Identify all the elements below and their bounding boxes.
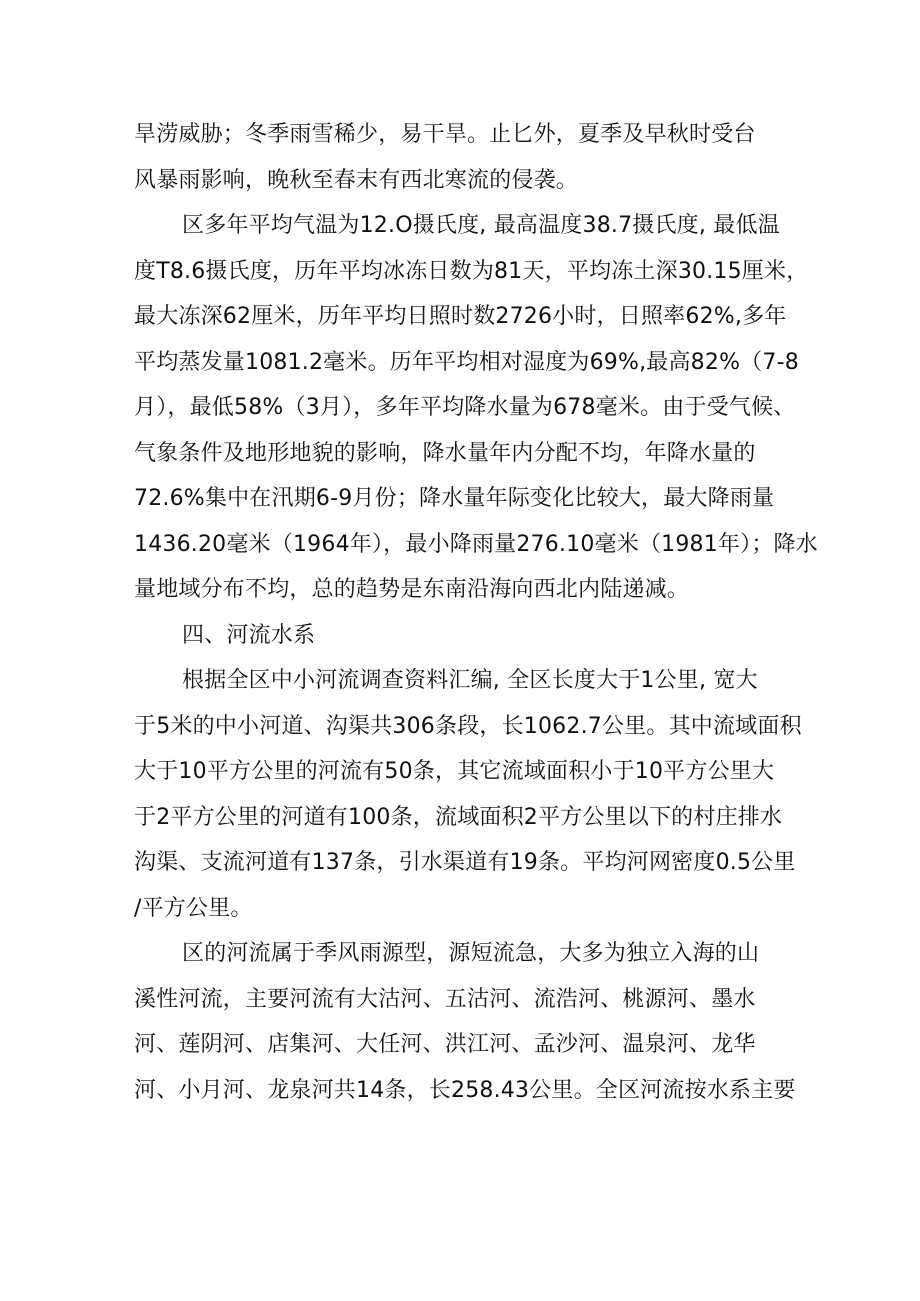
text-line: /平方公里。 — [134, 895, 253, 921]
text-line: 旱涝威胁；冬季雨雪稀少，易干旱。止匕外，夏季及早秋时受台 — [134, 122, 756, 147]
text-line: 月），最低58%（3月），多年平均降水量为678毫米。由于受气候、 — [134, 395, 796, 420]
paragraph-first-line: 区的河流属于季风雨源型，源短流急，大多为独立入海的山 — [182, 941, 760, 966]
text-line: 量地域分布不均，总的趋势是东南沿海向西北内陆递减。 — [134, 577, 690, 602]
text-line: 于2平方公里的河道有100条，流域面积2平方公里以下的村庄排水 — [134, 804, 783, 830]
text-line: 于5米的中小河道、沟渠共306条段，长1062.7公里。其中流域面积 — [134, 713, 802, 739]
paragraph-first-line: 根据全区中小河流调查资料汇编, 全区长度大于1公里, 宽大 — [182, 668, 758, 693]
text-line: 风暴雨影响，晚秋至春末有西北寒流的侵袭。 — [134, 167, 579, 193]
text-line: 度T8.6摄氏度，历年平均冰冻日数为81天，平均冻土深30.15厘米， — [134, 258, 809, 284]
text-line: 气象条件及地形地貌的影响，降水量年内分配不均，年降水量的 — [134, 440, 756, 466]
section-heading: 四、河流水系 — [182, 622, 316, 648]
paragraph-first-line: 区多年平均气温为12.O摄氏度, 最高温度38.7摄氏度, 最低温 — [182, 213, 780, 238]
text-line: 溪性河流，主要河流有大沽河、五沽河、流浩河、桃源河、墨水 — [134, 986, 756, 1012]
text-line: 1436.20毫米（1964年），最小降雨量276.10毫米（1981年）；降水 — [134, 531, 818, 557]
text-line: 72.6%集中在汛期6-9月份；降水量年际变化比较大，最大降雨量 — [134, 486, 775, 511]
document-body — [134, 112, 818, 1113]
text-line: 平均蒸发量1081.2毫米。历年平均相对湿度为69%,最高82%（7-8 — [134, 349, 799, 375]
text-line: 最大冻深62厘米，历年平均日照时数2726小时，日照率62%,多年 — [134, 304, 787, 329]
text-line: 河、小月河、龙泉河共14条，长258.43公里。全区河流按水系主要 — [134, 1077, 796, 1103]
text-line: 大于10平方公里的河流有50条，其它流域面积小于10平方公里大 — [134, 759, 775, 784]
text-line: 沟渠、支流河道有137条，引水渠道有19条。平均河网密度0.5公里 — [134, 850, 796, 875]
text-line: 河、莲阴河、店集河、大任河、洪江河、孟沙河、温泉河、龙华 — [134, 1032, 756, 1057]
